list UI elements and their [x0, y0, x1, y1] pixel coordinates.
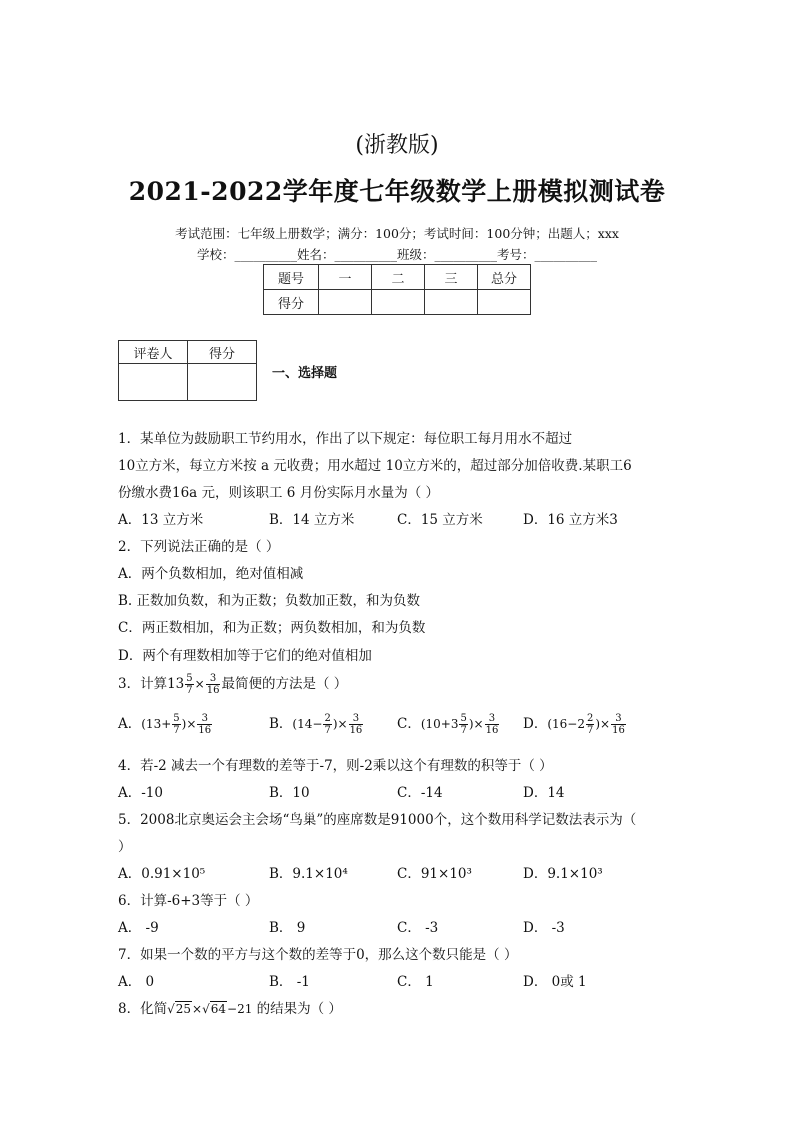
score-row-label: 得分	[264, 290, 319, 315]
q5-line1: 5．2008北京奥运会主会场“鸟巢”的座席数是91000个，这个数用科学记数法表示为（	[118, 812, 637, 828]
option-c[interactable]: C．15 立方米	[397, 512, 483, 528]
option-b[interactable]: B．14 立方米	[269, 512, 355, 528]
q1-line1: 1．某单位为鼓励职工节约用水，作出了以下规定：每位职工每月用水不超过	[118, 431, 573, 447]
option-a[interactable]: A． -9	[118, 920, 159, 936]
edition-label: (浙教版)	[355, 133, 439, 158]
q1-line3: 份缴水费16a 元，则该职工 6 月份实际月水量为（ ）	[118, 485, 439, 501]
page-title: 2021-2022学年度七年级数学上册模拟测试卷	[128, 177, 666, 206]
q3-stem-prefix: 3．计算13	[118, 676, 185, 692]
option-c[interactable]: C．-14	[397, 785, 443, 801]
grader-header-cell: 评卷人	[119, 341, 188, 364]
option-b[interactable]: B．(14− $\frac{2}{7}$ )× $\frac{3}{16}$	[269, 713, 363, 736]
q5-line2: ）	[118, 839, 132, 855]
q3-stem-suffix: 最简便的方法是（ ）	[221, 676, 348, 692]
q7-stem: 7．如果一个数的平方与这个数的差等于0，那么这个数只能是（ ）	[118, 947, 518, 963]
exam-info: 考试范围：七年级上册数学；满分：100分；考试时间：100分钟；出题人；xxx	[175, 226, 619, 241]
q2-option-b[interactable]: B. 正数加负数，和为正数；负数加正数，和为负数	[118, 593, 421, 609]
score-cell[interactable]	[478, 290, 531, 315]
option-b[interactable]: B．9.1×10⁴	[269, 866, 348, 882]
grader-cell[interactable]	[188, 364, 257, 401]
option-d[interactable]: D．9.1×10³	[523, 866, 603, 882]
option-c[interactable]: C． 1	[397, 974, 434, 990]
score-header-cell: 总分	[478, 265, 531, 290]
option-b[interactable]: B．10	[269, 785, 310, 801]
option-c[interactable]: C．(10+3 $\frac{5}{7}$ )× $\frac{3}{16}$	[397, 713, 499, 736]
radical-expression: √25×√64−21	[167, 1002, 253, 1016]
option-a[interactable]: A．-10	[118, 785, 163, 801]
q6-stem: 6．计算-6+3等于（ ）	[118, 893, 259, 909]
score-header-cell: 一	[319, 265, 372, 290]
option-d[interactable]: D．16 立方米3	[523, 512, 618, 528]
option-a[interactable]: A． 0	[118, 974, 155, 990]
grader-table	[118, 340, 257, 401]
q8-stem-suffix: 的结果为（ ）	[252, 1001, 342, 1017]
student-info-fields: 学校：__________姓名：__________班级：__________考号：__________	[196, 247, 597, 262]
q2-option-a[interactable]: A．两个负数相加，绝对值相减	[118, 566, 304, 582]
score-header-cell: 二	[372, 265, 425, 290]
option-a[interactable]: A．(13+ $\frac{5}{7}$ )× $\frac{3}{16}$	[118, 713, 212, 736]
option-b[interactable]: B． 9	[269, 920, 306, 936]
option-d[interactable]: D．14	[523, 785, 565, 801]
score-cell[interactable]	[319, 290, 372, 315]
q2-stem: 2．下列说法正确的是（ ）	[118, 539, 280, 555]
section-title: 一、选择题	[272, 366, 338, 381]
option-a[interactable]: A．0.91×10⁵	[118, 866, 206, 882]
option-b[interactable]: B． -1	[269, 974, 310, 990]
q2-option-c[interactable]: C．两正数相加，和为正数；两负数相加，和为负数	[118, 620, 426, 636]
score-cell[interactable]	[425, 290, 478, 315]
score-cell[interactable]	[372, 290, 425, 315]
option-a[interactable]: A．13 立方米	[118, 512, 204, 528]
option-d[interactable]: D．(16−2 $\frac{2}{7}$ )× $\frac{3}{16}$	[523, 713, 625, 736]
q8-stem	[118, 997, 658, 1017]
grader-cell[interactable]	[119, 364, 188, 401]
q4-stem: 4．若-2 减去一个有理数的差等于-7，则-2乘以这个有理数的积等于（ ）	[118, 758, 553, 774]
option-d[interactable]: D． 0或 1	[523, 974, 587, 990]
q8-stem-prefix: 8．化简	[118, 1001, 168, 1017]
score-header-cell: 题号	[264, 265, 319, 290]
option-d[interactable]: D． -3	[523, 920, 565, 936]
option-c[interactable]: C． -3	[397, 920, 439, 936]
q1-line2: 10立方米，每立方米按 a 元收费；用水超过 10立方米的，超过部分加倍收费.某职工6	[118, 458, 632, 474]
score-header-cell: 三	[425, 265, 478, 290]
option-c[interactable]: C．91×10³	[397, 866, 472, 882]
grader-header-cell: 得分	[188, 341, 257, 364]
fraction: $\frac{3}{16}$	[206, 673, 220, 696]
score-table	[263, 264, 531, 315]
fraction: $\frac{5}{7}$	[186, 673, 193, 696]
q3-stem: 3．计算13 $\frac{5}{7}$ × $\frac{3}{16}$ 最简便的方法是（ ）	[118, 673, 348, 696]
q2-option-d[interactable]: D．两个有理数相加等于它们的绝对值相加	[118, 648, 372, 664]
